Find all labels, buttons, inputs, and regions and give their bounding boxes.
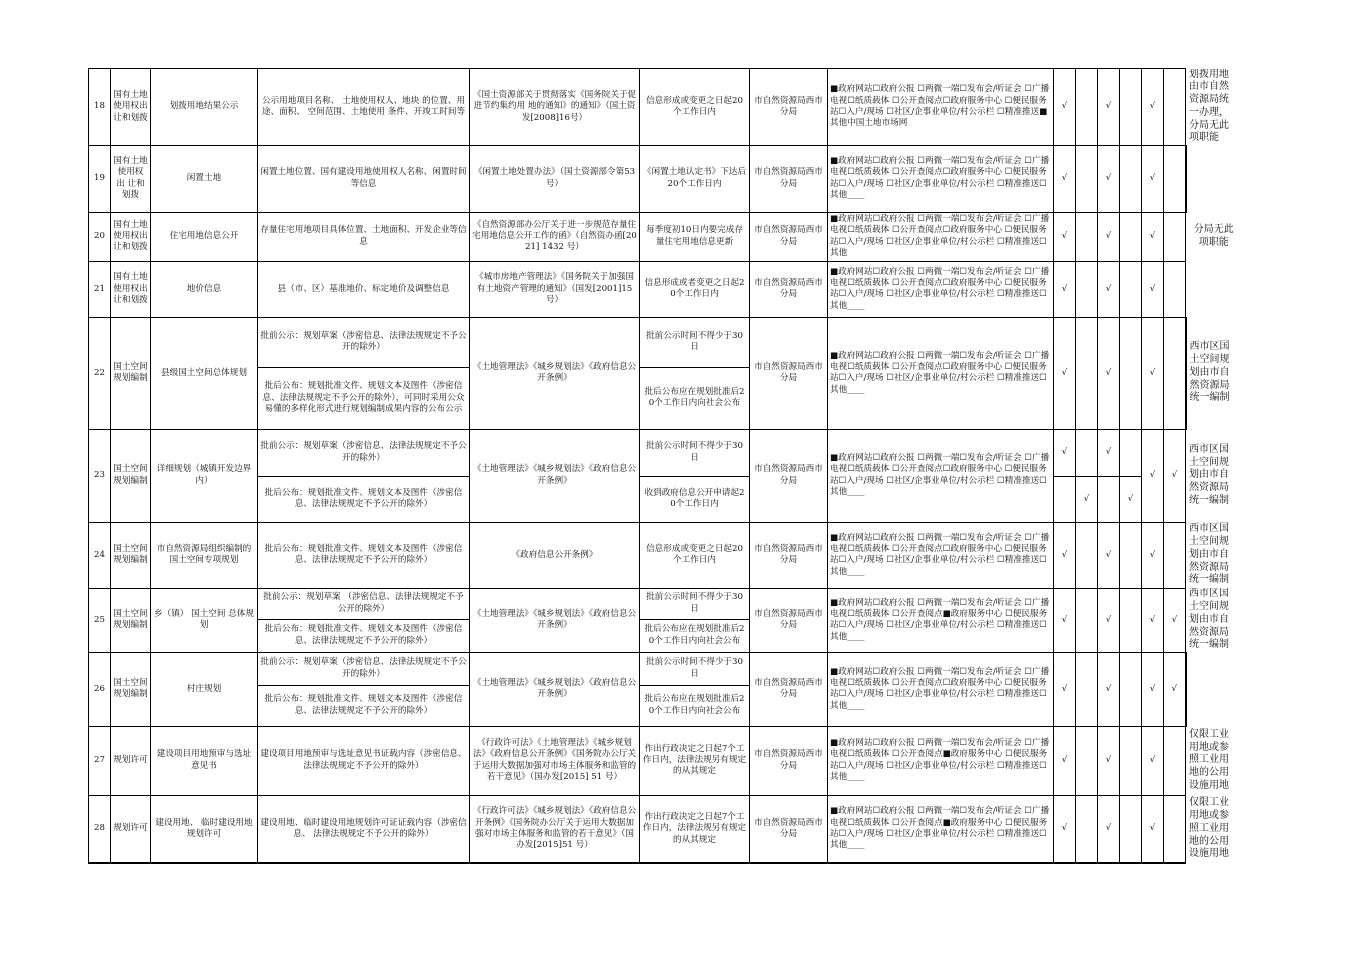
item-name: 村庄规划 <box>151 652 258 726</box>
check-cell <box>1120 522 1142 588</box>
channel: ■政府网站☐政府公报 ☐两微一端☐发布会/听证会 ☐广播电视☐纸质载体 ☐公开查阅点■政府服务中心 ☐便民服务站☐入户/现场 ☐社区/企事业单位/村公示栏 ☐精准推送☐其他____ <box>828 588 1054 652</box>
check-cell <box>1120 212 1142 261</box>
channel: ■政府网站☐政府公报 ☐两微一端☐发布会/听证会 ☐广播电视☐纸质载体 ☐公开查阅点☐政府服务中心 ☐便民服务站☐入户/现场 ☐社区/企事业单位/村公示栏 ☐精准推送☐其他____ <box>828 522 1054 588</box>
item-name: 详细规划（城镇开发边界内） <box>151 429 258 522</box>
table-row <box>89 145 1242 212</box>
basis: 《国土资源部关于贯彻落实《国务院关于促进节约集约用 地的通知》的通知》（国土资发[2008]16号） <box>470 69 640 146</box>
content: 公示用地项目名称、 土地使用权人、地块 的位置、用途、面积、 空间范围、土地使用 条件、开竣工时间等 <box>258 69 470 146</box>
remark <box>1186 652 1242 726</box>
check-cell <box>1164 522 1186 588</box>
channel: ■政府网站☐政府公报 ☐两微一端☐发布会/听证会 ☐广播电视☐纸质载体 ☐公开查阅点☐政府服务中心 ☐便民服务站☐入户/现场 ☐社区/企事业单位/村公示栏 ☐精准推送■其他中国土地市场网 <box>828 69 1054 146</box>
item-name: 市自然资源局组织编制的国土空间专项规划 <box>151 522 258 588</box>
check-cell: √ <box>1054 145 1076 212</box>
subject: 市自然资源局西市分局 <box>750 522 828 588</box>
category: 国土空间规划编制 <box>111 429 151 522</box>
channel: ■政府网站☐政府公报 ☐两微一端☐发布会/听证会 ☐广播电视☐纸质载体 ☐公开查阅点■政府服务中心 ☐便民服务站☐入户/现场 ☐社区/企事业单位/村公示栏 ☐精准推送☐其他____ <box>828 726 1054 795</box>
time-post: 批后公布应在规划批准后20个工作日内向社会公布 <box>640 367 750 429</box>
check-cell: √ <box>1098 145 1120 212</box>
row-number: 23 <box>89 429 111 522</box>
basis: 《政府信息公开条例》 <box>470 522 640 588</box>
basis: 《土地管理法》《城乡规划法》《政府信息公开条例》 <box>470 588 640 652</box>
category: 国土空间规划编制 <box>111 652 151 726</box>
check-cell <box>1076 652 1098 726</box>
check-cell <box>1120 145 1142 212</box>
time-post: 批后公布应在规划批准后20个工作日内向社会公布 <box>640 619 750 652</box>
row-number: 25 <box>89 588 111 652</box>
time-pre: 批前公示时间不得少于30日 <box>640 652 750 685</box>
check-cell <box>1164 726 1186 795</box>
check-cell: √ <box>1098 795 1120 863</box>
table-row <box>89 588 1242 619</box>
check-cell: √ <box>1142 588 1164 652</box>
category: 规划许可 <box>111 726 151 795</box>
row-number: 22 <box>89 317 111 429</box>
channel: ■政府网站☐政府公报 ☐两微一端☐发布会/听证会 ☐广播电视☐纸质载体 ☐公开查阅点☐政府服务中心 ☐便民服务站☐入户/现场 ☐社区/企事业单位/村公示栏 ☐精准推送☐其他____ <box>828 145 1054 212</box>
remark: 西市区国土空间规划由市自然资源局统一编制 <box>1186 317 1242 429</box>
time-limit: 作出行政决定之日起7个工作日内，法律法规另有规定的从其规定 <box>640 726 750 795</box>
check-cell: √ <box>1054 652 1076 726</box>
subject: 市自然资源局西市分局 <box>750 212 828 261</box>
check-cell: √ <box>1142 212 1164 261</box>
time-pre: 批前公示时间不得少于30日 <box>640 588 750 619</box>
item-name: 住宅用地信息公开 <box>151 212 258 261</box>
check-cell: √ <box>1098 69 1120 146</box>
table-row <box>89 69 1242 146</box>
item-name: 建设用地、 临时建设用地规划许可 <box>151 795 258 863</box>
basis: 《行政许可法》《城乡规划法》《政府信息公开条例》《国务院办公厅关于运用大数据加强对市场主体服务和监管的若干意见》（国办发[2015]51 号） <box>470 795 640 863</box>
check-cell: √ <box>1142 522 1164 588</box>
basis: 《自然资源部办公厅关于进一步规范存量住宅用地信息公开工作的函》（自然资办函[2021] 1432 号） <box>470 212 640 261</box>
remark <box>1186 145 1242 212</box>
content-post: 批后公布：规划批准文件、规划文本及图件（涉密信息、法律法规规定不予公开的除外），可同时采用公众易懂的多样化形式进行规划编制成果内容的公布公示 <box>258 367 470 429</box>
row-number: 18 <box>89 69 111 146</box>
remark: 分局无此项职能 <box>1186 212 1242 261</box>
check-cell: √ <box>1142 429 1164 522</box>
category: 国土空间规划编制 <box>111 588 151 652</box>
check-cell: √ <box>1142 145 1164 212</box>
basis: 《土地管理法》《城乡规划法》《政府信息公开条例》 <box>470 429 640 522</box>
time-limit: 信息形成或变更之日起20个工作日内 <box>640 522 750 588</box>
check-cell: √ <box>1142 261 1164 317</box>
check-cell: √ <box>1054 522 1076 588</box>
check-cell: √ <box>1054 429 1076 476</box>
check-cell <box>1076 429 1098 476</box>
basis: 《行政许可法》《土地管理法》《城乡规划法》《政府信息公开条例》《国务院办公厅关于运用大数据加强对市场主体服务和监管的若干意见》（国办发[2015] 51 号） <box>470 726 640 795</box>
check-cell <box>1076 69 1098 146</box>
remark: 仅限工业用地或参照工业用地的公用设施用地 <box>1186 726 1242 795</box>
subject: 市自然资源局西市分局 <box>750 429 828 522</box>
check-cell <box>1076 261 1098 317</box>
check-cell: √ <box>1054 726 1076 795</box>
check-cell <box>1120 261 1142 317</box>
check-cell <box>1164 317 1186 429</box>
table-row <box>89 212 1242 261</box>
content-post: 批后公布：规划批准文件、规划文本及图件（涉密信息、法律法规规定不予公开的除外） <box>258 685 470 726</box>
channel: ■政府网站☐政府公报 ☐两微一端☐发布会/听证会 ☐广播电视☐纸质载体 ☐公开查阅点☐政府服务中心 ☐便民服务站☐入户/现场 ☐社区/企事业单位/村公示栏 ☐精准推送☐其他____ <box>828 429 1054 522</box>
disclosure-table <box>88 68 1242 864</box>
check-cell: √ <box>1120 476 1142 522</box>
row-number: 27 <box>89 726 111 795</box>
category: 国土空间规划编制 <box>111 317 151 429</box>
remark: 西市区国土空间规划由市自然资源局统一编制 <box>1186 588 1242 652</box>
check-cell: √ <box>1098 261 1120 317</box>
time-post: 收到政府信息公开申请起20个工作日内 <box>640 476 750 522</box>
channel: ■政府网站☐政府公报 ☐两微一端☐发布会/听证会 ☐广播电视☐纸质载体 ☐公开查阅点☐政府服务中心 ☐便民服务站☐入户/现场 ☐社区/企事业单位/村公示栏 ☐精准推送☐其他 <box>828 212 1054 261</box>
category: 国土空间 规划编制 <box>111 522 151 588</box>
table-row <box>89 476 1242 522</box>
check-cell: √ <box>1054 588 1076 652</box>
check-cell <box>1164 795 1186 863</box>
subject: 市自然资源局西市分局 <box>750 317 828 429</box>
item-name: 地价信息 <box>151 261 258 317</box>
row-number: 21 <box>89 261 111 317</box>
content: 建设用地、临时建设用地规划许可证证载内容（涉密信息、 法律法规规定不予公开的除外） <box>258 795 470 863</box>
content: 存量住宅用地项目具体位置、土地面积、开发企业等信息 <box>258 212 470 261</box>
check-cell <box>1076 522 1098 588</box>
channel: ■政府网站☐政府公报 ☐两微一端☐发布会/听证会 ☐广播电视☐纸质载体 ☐公开查阅点■政府服务中心 ☐便民服务站☐入户/现场 ☐社区/企事业单位/村公示栏 ☐精准推送☐其他____ <box>828 795 1054 863</box>
check-cell: √ <box>1164 429 1186 522</box>
basis: 《土地管理法》《城乡规划法》《政府信息公开条例》 <box>470 652 640 726</box>
table-row <box>89 726 1242 795</box>
content: 闲置土地位置、国有建设用地使用权人名称、闲置时间等信息 <box>258 145 470 212</box>
row-number: 19 <box>89 145 111 212</box>
check-cell <box>1120 69 1142 146</box>
category: 国有土地使用权出让和划拨 <box>111 261 151 317</box>
table-row <box>89 652 1242 685</box>
remark: 划拨用地由市自然资源局统一办理，分局无此项职能 <box>1186 69 1242 146</box>
check-cell: √ <box>1098 429 1120 476</box>
check-cell <box>1098 476 1120 522</box>
check-cell <box>1076 726 1098 795</box>
check-cell <box>1120 429 1142 476</box>
time-limit: 每季度初10日内要完成存量住宅用地信息更新 <box>640 212 750 261</box>
time-pre: 批前公示时间不得少于30日 <box>640 429 750 476</box>
subject: 市自然资源局西市分局 <box>750 588 828 652</box>
item-name: 建设项目用地预审与选址意见书 <box>151 726 258 795</box>
check-cell: √ <box>1098 212 1120 261</box>
check-cell <box>1164 212 1186 261</box>
row-number: 20 <box>89 212 111 261</box>
check-cell: √ <box>1164 588 1186 652</box>
basis: 《土地管理法》《城乡规划法》《政府信息公开条例》 <box>470 317 640 429</box>
check-cell: √ <box>1054 69 1076 146</box>
item-name: 县级国土空间总体规划 <box>151 317 258 429</box>
table-row <box>89 522 1242 588</box>
item-name: 划拨用地结果公示 <box>151 69 258 146</box>
content-pre: 批前公示：规划草案 （涉密信息、法律法规规定不予公开的除外） <box>258 588 470 619</box>
table-row <box>89 795 1242 863</box>
check-cell: √ <box>1164 652 1186 726</box>
check-cell: √ <box>1142 652 1164 726</box>
check-cell <box>1076 317 1098 429</box>
subject: 市自然资源局西市分局 <box>750 652 828 726</box>
check-cell: √ <box>1142 795 1164 863</box>
time-limit: 信息形成或变更之日起20个工作日内 <box>640 69 750 146</box>
check-cell: √ <box>1098 522 1120 588</box>
check-cell <box>1120 652 1142 726</box>
content-post: 批后公布：规划批准文件、规划文本及图件（涉密信息、法律法规规定不予公开的除外） <box>258 619 470 652</box>
check-cell <box>1120 588 1142 652</box>
subject: 市自然资源局西市分局 <box>750 795 828 863</box>
check-cell <box>1164 261 1186 317</box>
channel: ■政府网站☐政府公报 ☐两微一端☐发布会/听证会 ☐广播电视☐纸质载体 ☐公开查阅点☐政府服务中心 ☐便民服务站☐入户/现场 ☐社区/企事业单位/村公示栏 ☐精准推送☐其他____ <box>828 652 1054 726</box>
table-row <box>89 317 1242 367</box>
check-cell <box>1164 69 1186 146</box>
check-cell: √ <box>1098 652 1120 726</box>
subject: 市自然资源局西市分局 <box>750 69 828 146</box>
remark: 西市区国土空间规划由市自然资源局统一编制 <box>1186 429 1242 522</box>
category: 规划许可 <box>111 795 151 863</box>
category: 国有土地使用权出让和划拨 <box>111 212 151 261</box>
subject: 市自然资源局西市分局 <box>750 261 828 317</box>
check-cell: √ <box>1054 795 1076 863</box>
channel: ■政府网站☐政府公报 ☐两微一端☐发布会/听证会 ☐广播电视☐纸质载体 ☐公开查阅点☐政府服务中心 ☐便民服务站☐入户/现场 ☐社区/企事业单位/村公示栏 ☐精准推送☐其他____ <box>828 317 1054 429</box>
check-cell: √ <box>1142 69 1164 146</box>
check-cell <box>1076 145 1098 212</box>
item-name: 闲置土地 <box>151 145 258 212</box>
item-name: 乡（镇） 国土空间 总体规划 <box>151 588 258 652</box>
check-cell <box>1120 795 1142 863</box>
time-limit: 作出行政决定之日起7个工作日内，法律法规另有规定的从其规定 <box>640 795 750 863</box>
content-pre: 批前公示：规划草案（涉密信息、法律法规规定不予公开的除外） <box>258 317 470 367</box>
subject: 市自然资源局西市分局 <box>750 145 828 212</box>
content: 批后公布：规划批准文件、规划文本及图件（涉密信息、法律法规规定不予公开的除外） <box>258 522 470 588</box>
channel: ■政府网站☐政府公报 ☐两微一端☐发布会/听证会 ☐广播电视☐纸质载体 ☐公开查阅点☐政府服务中心 ☐便民服务站☐入户/现场 ☐社区/企事业单位/村公示栏 ☐精准推送☐其他____ <box>828 261 1054 317</box>
check-cell: √ <box>1142 726 1164 795</box>
table-row <box>89 261 1242 317</box>
check-cell <box>1120 726 1142 795</box>
row-number: 28 <box>89 795 111 863</box>
content-pre: 批前公示：规划草案（涉密信息、法律法规规定不予公开的除外） <box>258 429 470 476</box>
check-cell: √ <box>1098 726 1120 795</box>
row-number: 24 <box>89 522 111 588</box>
time-limit: 信息形成或者变更之日起20个工作日内 <box>640 261 750 317</box>
time-post: 批后公布应在规划批准后20个工作日内向社会公布 <box>640 685 750 726</box>
basis: 《闲置土地处置办法》（国土资源部令第53号） <box>470 145 640 212</box>
check-cell <box>1076 212 1098 261</box>
remark: 仅限工业用地或参照工业用地的公用设施用地 <box>1186 795 1242 863</box>
check-cell: √ <box>1054 261 1076 317</box>
check-cell <box>1076 588 1098 652</box>
table-row <box>89 429 1242 476</box>
category: 国有土地使用权出让和划拨 <box>111 69 151 146</box>
check-cell: √ <box>1054 212 1076 261</box>
check-cell <box>1076 795 1098 863</box>
check-cell: √ <box>1054 317 1076 429</box>
remark: 西市区国土空间规划由市自然资源局统一编制 <box>1186 522 1242 588</box>
category: 国有土地 使用权 出 让和划拨 <box>111 145 151 212</box>
check-cell: √ <box>1098 588 1120 652</box>
check-cell: √ <box>1098 317 1120 429</box>
check-cell <box>1164 145 1186 212</box>
check-cell <box>1120 317 1142 429</box>
check-cell: √ <box>1076 476 1098 522</box>
content-post: 批后公布：规划批准文件、规划文本及图件（涉密信息、法律法规规定不予公开的除外） <box>258 476 470 522</box>
check-cell <box>1054 476 1076 522</box>
time-limit: 《闲置土地认定书》下达后20个工作日内 <box>640 145 750 212</box>
remark <box>1186 261 1242 317</box>
row-number: 26 <box>89 652 111 726</box>
check-cell: √ <box>1142 317 1164 429</box>
content: 县（市、区）基准地价、标定地价及调整信息 <box>258 261 470 317</box>
basis: 《城市房地产管理法》《国务院关于加强国有土地资产管理的通知》（国发[2001]15 号） <box>470 261 640 317</box>
time-pre: 批前公示时间不得少于30日 <box>640 317 750 367</box>
content-pre: 批前公示：规划草案（涉密信息、法律法规规定不予公开的除外） <box>258 652 470 685</box>
content: 建设项目用地预审与选址意见书证载内容（涉密信息、法律法规规定不予公开的除外） <box>258 726 470 795</box>
subject: 市自然资源局西市分局 <box>750 726 828 795</box>
